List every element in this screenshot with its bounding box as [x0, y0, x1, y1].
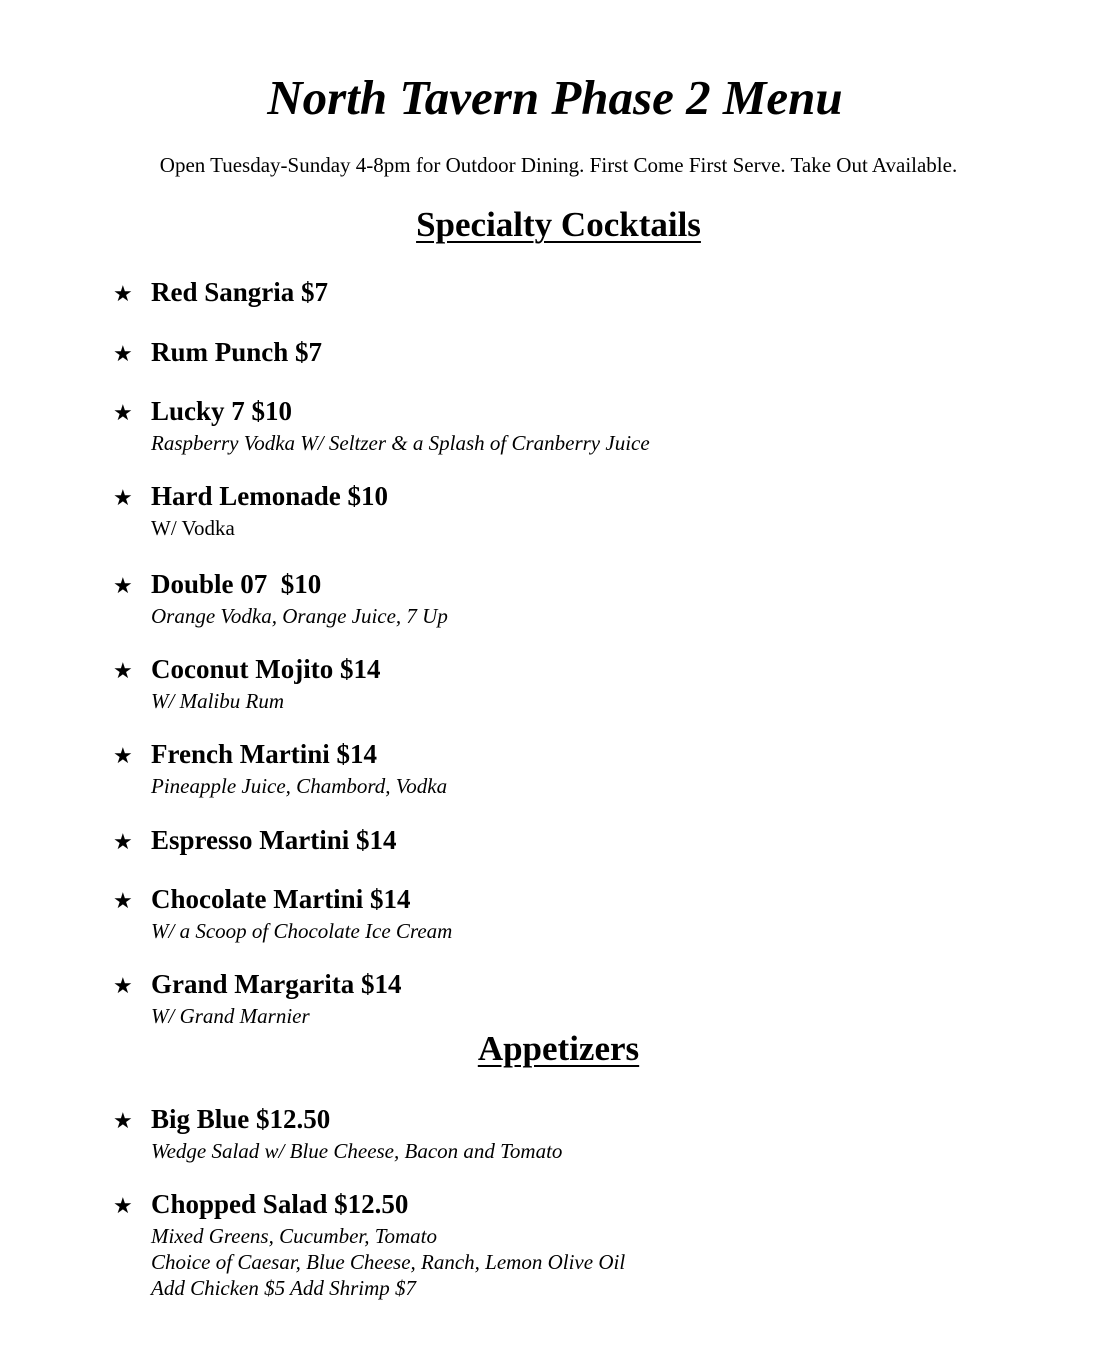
star-icon: ★: [113, 1109, 133, 1134]
item-name: Double 07 $10: [151, 569, 322, 599]
star-icon: ★: [113, 659, 133, 684]
item-name: Rum Punch $7: [151, 337, 323, 367]
item-description: Add Chicken $5 Add Shrimp $7: [151, 1276, 417, 1300]
item-description: Choice of Caesar, Blue Cheese, Ranch, Lemon Olive Oil: [151, 1250, 626, 1274]
menu-item: [113, 336, 1013, 371]
star-icon: ★: [113, 282, 133, 307]
item-name: Big Blue $12.50: [151, 1104, 331, 1134]
menu-item: [113, 738, 1013, 799]
star-icon: ★: [113, 574, 133, 599]
menu-item: [113, 480, 1013, 541]
item-name: Grand Margarita $14: [151, 969, 402, 999]
item-name: Red Sangria $7: [151, 277, 329, 307]
star-icon: ★: [113, 889, 133, 914]
item-name: Coconut Mojito $14: [151, 654, 381, 684]
star-icon: ★: [113, 342, 133, 367]
menu-item: [113, 395, 1013, 456]
item-description: Raspberry Vodka W/ Seltzer & a Splash of Cranberry Juice: [151, 431, 650, 455]
item-name: Chopped Salad $12.50: [151, 1189, 409, 1219]
menu-title: North Tavern Phase 2 Menu: [267, 70, 843, 125]
item-description: Pineapple Juice, Chambord, Vodka: [151, 774, 448, 798]
section-heading-appetizers: Appetizers: [477, 1029, 640, 1068]
item-description: W/ Grand Marnier: [151, 1004, 310, 1028]
hours-subtitle: Open Tuesday-Sunday 4-8pm for Outdoor Dining. First Come First Serve. Take Out Available.: [159, 153, 958, 177]
item-description: W/ Malibu Rum: [151, 689, 284, 713]
menu-item: [113, 883, 1013, 944]
star-icon: ★: [113, 486, 133, 511]
item-description: W/ a Scoop of Chocolate Ice Cream: [151, 919, 453, 943]
item-description: W/ Vodka: [151, 516, 235, 540]
item-name: Lucky 7 $10: [151, 396, 293, 426]
item-description: Orange Vodka, Orange Juice, 7 Up: [151, 604, 448, 628]
star-icon: ★: [113, 974, 133, 999]
item-name: French Martini $14: [151, 739, 377, 769]
item-description: Wedge Salad w/ Blue Cheese, Bacon and Tomato: [151, 1139, 563, 1163]
menu-item: [113, 653, 1013, 714]
menu-item: [113, 824, 1013, 859]
star-icon: ★: [113, 830, 133, 855]
menu-item: [113, 1103, 1013, 1164]
star-icon: ★: [113, 744, 133, 769]
item-name: Hard Lemonade $10: [151, 481, 389, 511]
menu-item: [113, 1188, 1013, 1301]
star-icon: ★: [113, 1194, 133, 1219]
menu-item: [113, 568, 1013, 629]
section-heading-specialty-cocktails: Specialty Cocktails: [416, 205, 701, 244]
item-description: Mixed Greens, Cucumber, Tomato: [151, 1224, 438, 1248]
item-name: Chocolate Martini $14: [151, 884, 411, 914]
item-name: Espresso Martini $14: [151, 825, 397, 855]
menu-item: [113, 968, 1013, 1029]
menu-item: [113, 276, 1013, 311]
star-icon: ★: [113, 401, 133, 426]
